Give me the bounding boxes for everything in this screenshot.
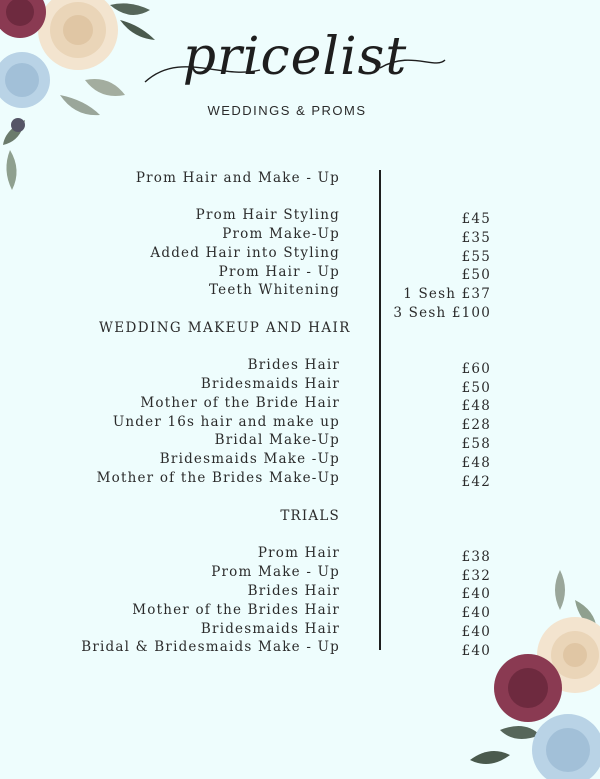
- item-price: £42: [461, 474, 491, 490]
- item-price: £58: [461, 436, 491, 452]
- item-label: Brides Hair: [247, 583, 340, 599]
- section-heading-trials: TRIALS: [280, 508, 340, 524]
- item-label: Prom Make - Up: [211, 564, 340, 580]
- item-price: £48: [461, 398, 491, 414]
- item-label: Added Hair into Styling: [150, 245, 340, 261]
- item-label: Teeth Whitening: [209, 282, 340, 298]
- item-label: Bridesmaids Hair: [200, 621, 340, 637]
- item-price: £40: [461, 605, 491, 621]
- item-label: Brides Hair: [247, 357, 340, 373]
- column-divider: [379, 170, 381, 650]
- item-price: £32: [461, 568, 491, 584]
- page-title: pricelist: [182, 27, 408, 87]
- item-label: Mother of the Brides Make-Up: [96, 470, 340, 486]
- top-left-rose-bouquet-icon: [0, 0, 160, 190]
- item-price: £28: [461, 417, 491, 433]
- item-price: £50: [461, 267, 491, 283]
- item-label: Bridal Make-Up: [214, 432, 340, 448]
- item-price: £40: [461, 643, 491, 659]
- item-price: £50: [461, 380, 491, 396]
- page-subtitle: WEDDINGS & PROMS: [207, 103, 367, 118]
- item-label: Bridal & Bridesmaids Make - Up: [81, 639, 340, 655]
- item-price: £55: [461, 249, 491, 265]
- item-price: £35: [461, 230, 491, 246]
- item-label: Bridesmaids Hair: [200, 376, 340, 392]
- section-heading-wedding: WEDDING MAKEUP AND HAIR: [99, 320, 351, 336]
- item-label: Under 16s hair and make up: [112, 414, 340, 430]
- item-price: £40: [461, 586, 491, 602]
- item-label: Prom Hair: [257, 545, 340, 561]
- item-label: Mother of the Bride Hair: [140, 395, 340, 411]
- item-price-extra: 3 Sesh £100: [393, 305, 491, 321]
- item-label: Prom Make-Up: [222, 226, 340, 242]
- item-price: £48: [461, 455, 491, 471]
- item-price: 1 Sesh £37: [403, 286, 491, 302]
- item-price: £38: [461, 549, 491, 565]
- item-price: £60: [461, 361, 491, 377]
- item-price: £45: [461, 211, 491, 227]
- item-label: Bridesmaids Make -Up: [159, 451, 340, 467]
- section-heading-prom: Prom Hair and Make - Up: [135, 170, 340, 186]
- item-label: Prom Hair Styling: [195, 207, 340, 223]
- item-label: Mother of the Brides Hair: [132, 602, 340, 618]
- item-label: Prom Hair - Up: [218, 264, 340, 280]
- item-price: £40: [461, 624, 491, 640]
